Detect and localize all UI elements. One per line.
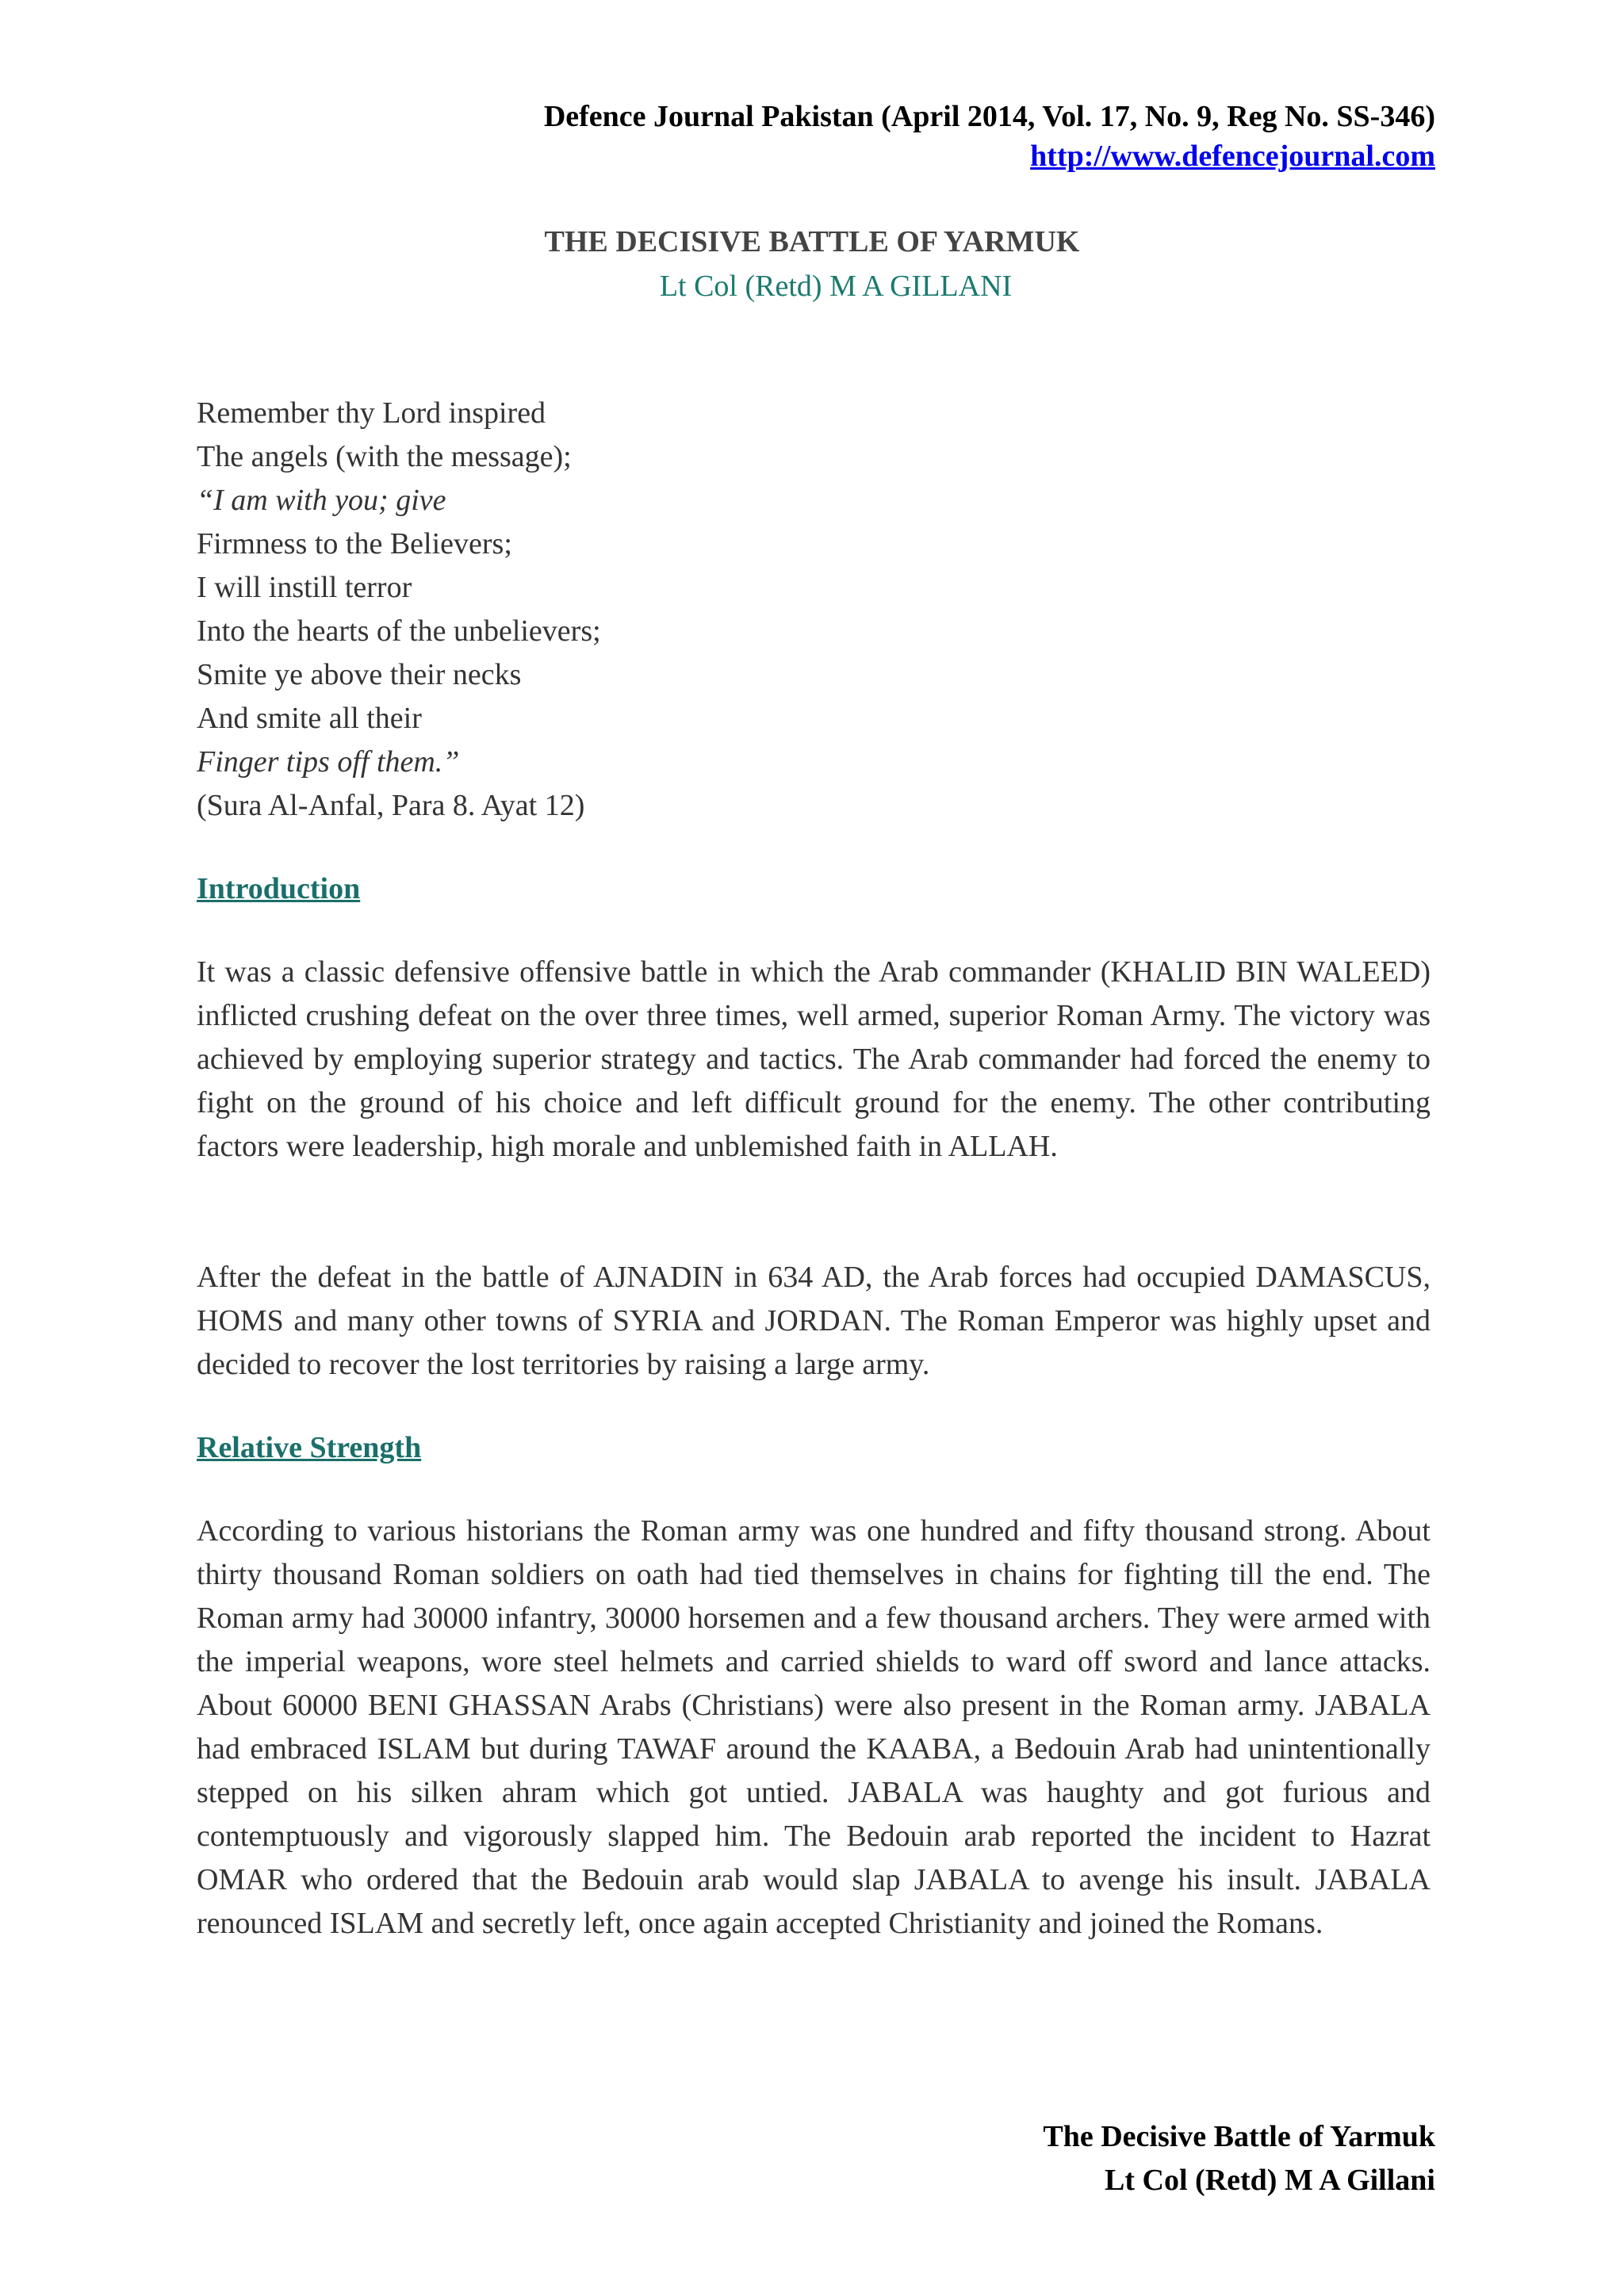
page-footer bbox=[1043, 2115, 1435, 2202]
introduction-paragraph-2: After the defeat in the battle of AJNADIN in 634 AD, the Arab forces had occupied DAMASCUS, HOMS and many other towns of SYRIA and JORDAN. The Roman Emperor was highly upset and decided to recover the lost territories by raising a large army. bbox=[197, 1261, 1431, 1381]
article-author: Lt Col (Retd) M A GILLANI bbox=[659, 270, 1013, 303]
footer-author: Lt Col (Retd) M A Gillani bbox=[1105, 2164, 1435, 2197]
verse-line: Firmness to the Believers; bbox=[197, 527, 512, 561]
article-title-block bbox=[0, 220, 1624, 308]
verse-quote bbox=[197, 392, 1431, 828]
verse-line: Finger tips off them.” bbox=[197, 745, 460, 779]
verse-line: Remember thy Lord inspired bbox=[197, 396, 546, 430]
relative-strength-paragraph: According to various historians the Roman army was one hundred and fifty thousand strong. About thirty thousand Roman soldiers on oath had tied themselves in chains for fighting till the end. The Roman army had 30000 infantry, 30000 horsemen and a few thousand archers. They were armed with the imperial weapons, wore steel helmets and carried shields to ward off sword and lance attacks. About 60000 BENI GHASSAN Arabs (Christians) were also present in the Roman army. JABALA had embraced ISLAM but during TAWAF around the KAABA, a Bedouin Arab had unintentionally stepped on his silken ahram which got untied. JABALA was haughty and got furious and contemptuously and vigorously slapped him. The Bedouin arab reported the incident to Hazrat OMAR who ordered that the Bedouin arab would slap JABALA to avenge his insult. JABALA renounced ISLAM and secretly left, once again accepted Christianity and joined the Romans. bbox=[197, 1514, 1431, 1940]
article-body bbox=[197, 392, 1431, 1946]
section-heading-relative-strength: Relative Strength bbox=[197, 1431, 422, 1464]
verse-line: Into the hearts of the unbelievers; bbox=[197, 614, 601, 648]
verse-line: I will instill terror bbox=[197, 571, 412, 604]
introduction-paragraph-1: It was a classic defensive offensive battle in which the Arab commander (KHALID BIN WALEED) inflicted crushing defeat on the over three times, well armed, superior Roman Army. The victory was achieved by employing superior strategy and tactics. The Arab commander had forced the enemy to fight on the ground of his choice and left difficult ground for the enemy. The other contributing factors were leadership, high morale and unblemished faith in ALLAH. bbox=[197, 955, 1431, 1163]
section-heading-introduction: Introduction bbox=[197, 872, 361, 905]
verse-line: Smite ye above their necks bbox=[197, 658, 522, 691]
verse-line: And smite all their bbox=[197, 702, 422, 735]
verse-line: “I am with you; give bbox=[197, 484, 446, 517]
journal-url-link[interactable]: http://www.defencejournal.com bbox=[1030, 140, 1435, 173]
article-title: THE DECISIVE BATTLE OF YARMUK bbox=[544, 225, 1080, 258]
journal-header bbox=[544, 97, 1435, 176]
footer-title: The Decisive Battle of Yarmuk bbox=[1043, 2120, 1435, 2153]
verse-citation: (Sura Al-Anfal, Para 8. Ayat 12) bbox=[197, 789, 585, 822]
verse-line: The angels (with the message); bbox=[197, 440, 572, 473]
journal-citation: Defence Journal Pakistan (April 2014, Vol. 17, No. 9, Reg No. SS-346) bbox=[543, 100, 1435, 133]
